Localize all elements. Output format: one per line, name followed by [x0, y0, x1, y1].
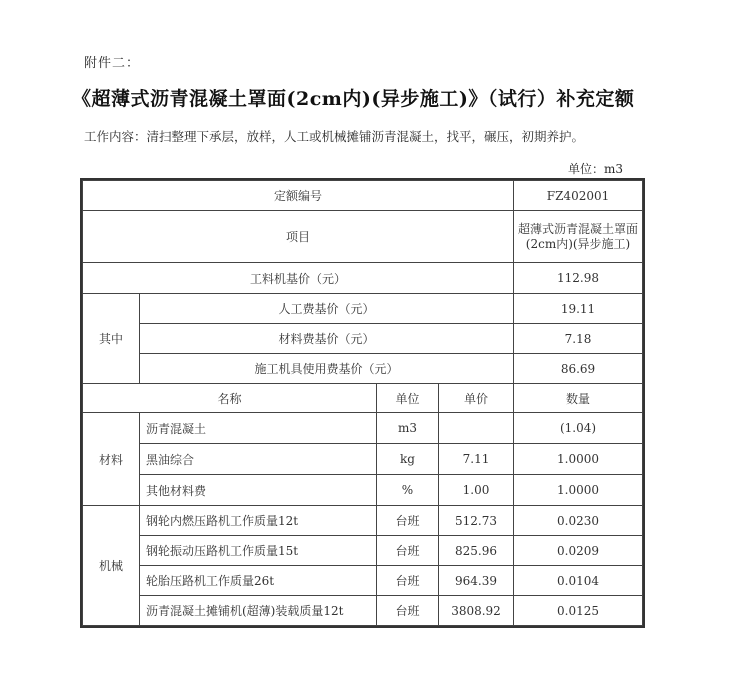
- header-price: 单价: [439, 384, 514, 413]
- breakdown-label: 施工机具使用费基价（元）: [140, 354, 514, 384]
- machinery-quantity: 0.0125: [514, 596, 643, 626]
- quota-code-label: 定额编号: [83, 181, 514, 211]
- header-quantity: 数量: [514, 384, 643, 413]
- machinery-unit: 台班: [377, 566, 439, 596]
- machinery-quantity: 0.0209: [514, 536, 643, 566]
- header-unit: 单位: [377, 384, 439, 413]
- breakdown-row: [83, 354, 643, 384]
- machinery-unit: 台班: [377, 596, 439, 626]
- unit-label: 单位：m3: [568, 162, 624, 176]
- header-name: 名称: [83, 384, 377, 413]
- machinery-label: 机械: [83, 506, 140, 626]
- quota-code-value: FZ402001: [514, 181, 643, 211]
- breakdown-value: 19.11: [514, 294, 643, 324]
- materials-label: 材料: [83, 413, 140, 506]
- machinery-row: [83, 566, 643, 596]
- base-price-row: [83, 263, 643, 294]
- material-name: 沥青混凝土: [140, 413, 377, 444]
- machinery-quantity: 0.0104: [514, 566, 643, 596]
- machinery-quantity: 0.0230: [514, 506, 643, 536]
- material-name: 其他材料费: [140, 475, 377, 506]
- material-row: [83, 413, 643, 444]
- material-row: [83, 475, 643, 506]
- work-content: 工作内容：清扫整理下承层，放样，人工或机械摊铺沥青混凝土，找平，碾压，初期养护。: [84, 129, 585, 144]
- document-title: 《超薄式沥青混凝土罩面(2cm内)(异步施工)》（试行）补充定额: [72, 88, 635, 110]
- material-price: 1.00: [439, 475, 514, 506]
- material-unit: kg: [377, 444, 439, 475]
- machinery-unit: 台班: [377, 536, 439, 566]
- machinery-name: 沥青混凝土摊铺机(超薄)装载质量12t: [140, 596, 377, 626]
- material-unit: %: [377, 475, 439, 506]
- breakdown-label: 材料费基价（元）: [140, 324, 514, 354]
- item-value: 超薄式沥青混凝土罩面(2cm内)(异步施工): [514, 211, 643, 263]
- machinery-price: 825.96: [439, 536, 514, 566]
- material-quantity: (1.04): [514, 413, 643, 444]
- breakdown-row: [83, 324, 643, 354]
- column-header-row: [83, 384, 643, 413]
- material-price: [439, 413, 514, 444]
- of-which-label: 其中: [83, 294, 140, 384]
- material-quantity: 1.0000: [514, 444, 643, 475]
- attachment-label: 附件二：: [84, 56, 141, 71]
- quota-table: [82, 180, 643, 626]
- machinery-price: 3808.92: [439, 596, 514, 626]
- machinery-unit: 台班: [377, 506, 439, 536]
- machinery-name: 钢轮内燃压路机工作质量12t: [140, 506, 377, 536]
- machinery-row: [83, 596, 643, 626]
- material-unit: m3: [377, 413, 439, 444]
- machinery-name: 轮胎压路机工作质量26t: [140, 566, 377, 596]
- material-row: [83, 444, 643, 475]
- base-price-value: 112.98: [514, 263, 643, 294]
- machinery-row: [83, 536, 643, 566]
- item-label: 项目: [83, 211, 514, 263]
- base-price-label: 工料机基价（元）: [83, 263, 514, 294]
- machinery-row: [83, 506, 643, 536]
- breakdown-label: 人工费基价（元）: [140, 294, 514, 324]
- breakdown-value: 7.18: [514, 324, 643, 354]
- machinery-name: 钢轮振动压路机工作质量15t: [140, 536, 377, 566]
- breakdown-value: 86.69: [514, 354, 643, 384]
- material-name: 黑油综合: [140, 444, 377, 475]
- material-quantity: 1.0000: [514, 475, 643, 506]
- machinery-price: 512.73: [439, 506, 514, 536]
- quota-code-row: [83, 181, 643, 211]
- material-price: 7.11: [439, 444, 514, 475]
- machinery-price: 964.39: [439, 566, 514, 596]
- item-row: [83, 211, 643, 263]
- breakdown-row: [83, 294, 643, 324]
